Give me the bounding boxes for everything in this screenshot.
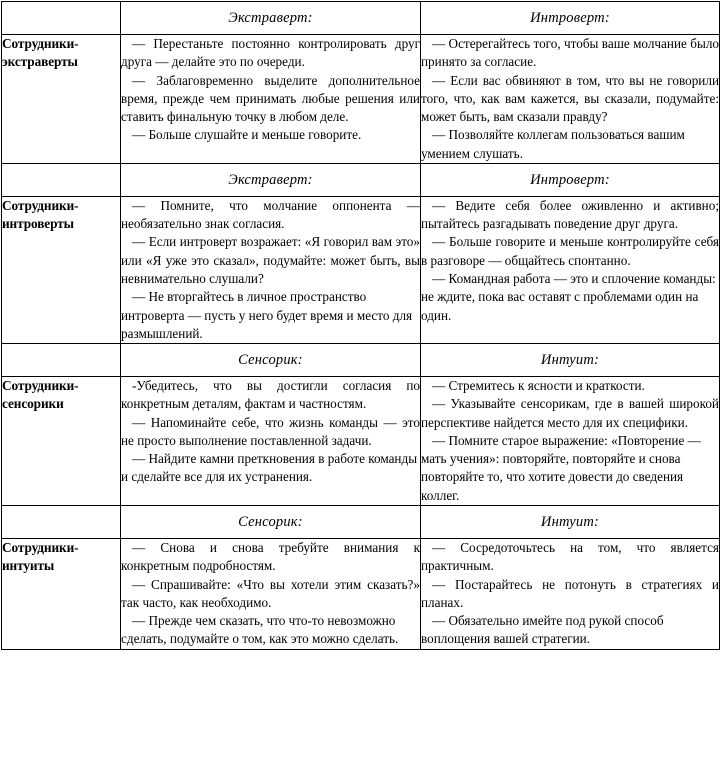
list-item: — Ведите себя более оживленно и активно; пытайтесь разгадывать поведение друг друга. — [421, 197, 719, 232]
section-header-row — [2, 506, 720, 539]
list-item: — Спрашивайте: «Что вы хотели этим сказать?» так часто, как необходимо. — [121, 576, 420, 610]
label-spacer-cell — [2, 344, 121, 377]
column-header-left: Экстраверт: — [228, 171, 313, 188]
row-label-line2: экстраверты — [2, 54, 78, 70]
row-label-line1: Сотрудники- — [2, 197, 79, 213]
column-header-right: Интуит: — [540, 352, 600, 369]
column-header-right: Интроверт: — [530, 10, 610, 26]
list-item: — Постарайтесь не потонуть в стратегиях и планах. — [421, 576, 719, 610]
advice-cell-right — [421, 196, 720, 343]
list-item: — Если вас обвиняют в том, что вы не говорили того, что, как вам кажется, вы сказали, подумайте: может быть, вам сказали правду? — [421, 72, 719, 125]
list-item: — Больше говорите и меньше контролируйте себя в разговоре — общайтесь спонтанно. — [421, 234, 719, 268]
advice-list — [121, 539, 420, 649]
column-header-right: Интуит: — [540, 514, 600, 530]
row-label — [2, 196, 121, 343]
advice-cell-left — [121, 377, 421, 506]
header-cell-left — [121, 344, 421, 377]
advice-cell-right — [421, 538, 720, 649]
list-item: — Командная работа — это и сплочение команды: не ждите, пока вас оставят с проблемами один на один. — [421, 270, 716, 323]
list-item: — Больше слушайте и меньше говорите. — [132, 127, 362, 143]
table-row — [2, 538, 720, 649]
label-spacer-cell — [2, 506, 121, 539]
list-item: — Стремитесь к ясности и краткости. — [432, 378, 645, 394]
advice-list — [421, 197, 719, 325]
table-row — [2, 196, 720, 343]
header-cell-right — [421, 344, 720, 377]
list-item: — Остерегайтесь того, чтобы ваше молчание было принято за согласие. — [421, 35, 719, 70]
list-item: — Заблаговременно выделите дополнительное время, прежде чем принимать любые решения или ставить финальную точку в любом деле. — [121, 72, 420, 125]
advice-cell-left — [121, 538, 421, 649]
advice-list — [421, 377, 719, 505]
label-spacer-cell — [2, 163, 121, 196]
advice-list — [121, 377, 420, 487]
row-label-line2: сенсорики — [2, 396, 64, 412]
list-item: — Сосредоточьтесь на том, что является практичным. — [421, 539, 719, 574]
advice-cell-right — [421, 34, 720, 163]
header-cell-left — [121, 2, 421, 35]
advice-list — [121, 35, 420, 145]
table-row — [2, 34, 720, 163]
header-cell-right — [421, 2, 720, 35]
row-label — [2, 377, 121, 506]
table-row — [2, 377, 720, 506]
list-item: — Указывайте сенсорикам, где в вашей широкой перспективе найдется место для их специфики. — [421, 396, 719, 430]
list-item: -Убедитесь, что вы достигли согласия по конкретным деталям, фактам и частностям. — [121, 378, 420, 412]
advice-cell-left — [121, 196, 421, 343]
header-cell-left — [121, 506, 421, 539]
list-item: — Снова и снова требуйте внимания к конкретным подробностям. — [121, 539, 420, 574]
row-label-line2: интроверты — [2, 216, 74, 232]
recommendations-table — [1, 1, 720, 650]
row-label-line1: Сотрудники- — [2, 539, 79, 555]
list-item: — Помните, что молчание оппонента — необязательно знак согласия. — [121, 197, 420, 232]
row-label — [2, 34, 121, 163]
list-item: — Напоминайте себе, что жизнь команды — это не просто выполнение поставленной задачи. — [121, 414, 420, 448]
table-body — [2, 2, 720, 650]
list-item: — Обязательно имейте под рукой способ воплощения вашей стратегии. — [421, 613, 664, 647]
column-header-left: Сенсорик: — [238, 352, 303, 369]
advice-list — [421, 539, 719, 649]
header-cell-right — [421, 506, 720, 539]
list-item: — Не вторгайтесь в личное пространство интроверта — пусть у него будет время и место для размышлений. — [121, 289, 413, 341]
section-header-row — [2, 163, 720, 196]
list-item: — Помните старое выражение: «Повторение — мать учения»: повторяйте, повторяйте и снова повторяйте то, что хотите довести до сведения коллег. — [421, 432, 701, 503]
header-cell-left — [121, 163, 421, 196]
list-item: — Найдите камни преткновения в работе команды и сделайте все для их устранения. — [121, 451, 418, 485]
advice-list — [121, 197, 420, 343]
row-label-line1: Сотрудники- — [2, 378, 79, 394]
column-header-left: Сенсорик: — [238, 514, 303, 530]
advice-cell-right — [421, 377, 720, 506]
row-label — [2, 538, 121, 649]
list-item: — Позволяйте коллегам пользоваться вашим умением слушать. — [421, 127, 685, 161]
list-item: — Прежде чем сказать, что что-то невозможно сделать, подумайте о том, как это можно сделать. — [121, 613, 399, 647]
header-cell-right — [421, 163, 720, 196]
label-spacer-cell — [2, 2, 121, 35]
column-header-left: Экстраверт: — [228, 10, 313, 26]
row-label-line1: Сотрудники- — [2, 35, 79, 51]
row-label-line2: интуиты — [2, 558, 55, 574]
advice-list — [421, 35, 719, 163]
list-item: — Перестаньте постоянно контролировать друг друга — делайте это по очереди. — [121, 35, 420, 70]
section-header-row — [2, 2, 720, 35]
advice-cell-left — [121, 34, 421, 163]
list-item: — Если интроверт возражает: «Я говорил вам это» или «Я уже это сказал», подумайте: может быть, вы невнимательно слушали? — [121, 234, 420, 286]
column-header-right: Интроверт: — [530, 171, 610, 188]
section-header-row — [2, 344, 720, 377]
